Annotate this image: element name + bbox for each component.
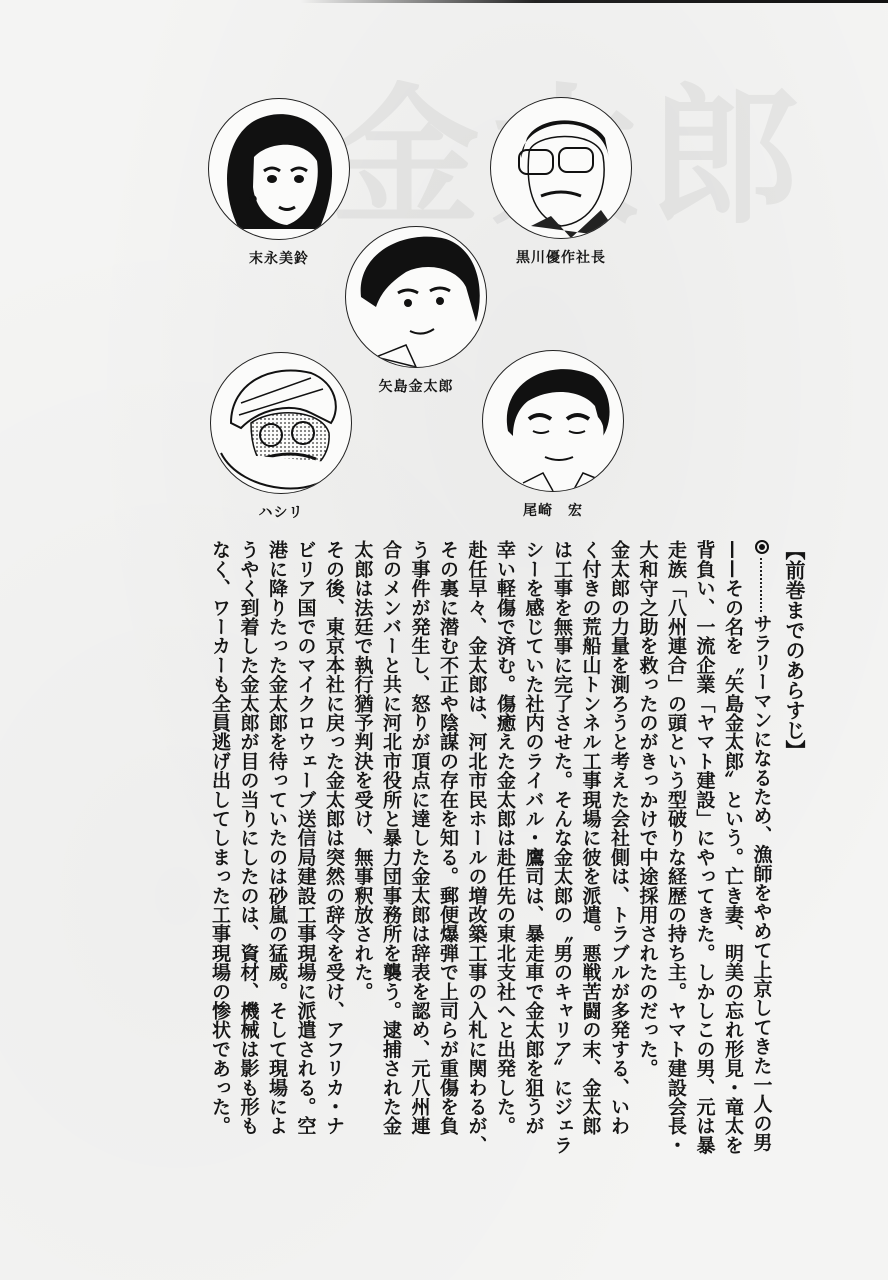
- character-portrait-suenaga-misuzu: [208, 98, 350, 268]
- synopsis-line: 太郎は法廷で執行猶予判決を受け、無事釈放された。: [351, 540, 374, 1001]
- synopsis-line: 合のメンバーと共に河北市役所と暴力団事務所を襲う。逮捕された金: [380, 540, 402, 1136]
- circle-bullet-icon: [755, 540, 769, 554]
- dotted-leader-line: [760, 558, 764, 612]
- character-portrait-yajima-kintaro: [345, 226, 487, 396]
- synopsis-line: シーを感じていた社内のライバル・鷹司は、暴走車で金太郎を狙うが: [522, 540, 545, 1136]
- synopsis-section: [206, 540, 809, 1240]
- synopsis-line: 大和守之助を救ったのがきっかけで中途採用されたのだった。: [636, 540, 659, 1078]
- woman-portrait-icon: [208, 98, 350, 240]
- synopsis-line: なく、ワーカーも全員逃げ出してしまった工事現場の惨状であった。: [209, 540, 231, 1136]
- turban-man-portrait-icon: [210, 352, 352, 494]
- synopsis-line: その後、東京本社に戻った金太郎は突然の辞令を受け、アフリカ・ナ: [323, 540, 345, 1136]
- synopsis-line: う事件が発生し、怒りが頂点に達した金太郎は辞表を認め、元八州連: [408, 540, 431, 1136]
- protagonist-portrait-icon: [345, 226, 487, 368]
- synopsis-line: く付きの荒船山トンネル工事現場に彼を派遣。悪戦苦闘の末、金太郎: [579, 540, 602, 1136]
- synopsis-first-line: [747, 540, 776, 1240]
- synopsis-line: ——その名を〝矢島金太郎〟という。亡き妻、明美の忘れ形見・竜太を: [722, 540, 744, 1155]
- synopsis-line: 走族「八州連合」の頭という型破りな経歴の持ち主。ヤマト建設会長・: [665, 540, 687, 1155]
- character-name-label: 矢島金太郎: [378, 379, 454, 395]
- synopsis-line: サラリーマンになるため、漁師をやめて上京してきた一人の男: [750, 614, 773, 1152]
- synopsis-line: 港に降りたった金太郎を待っていたのは砂嵐の猛威。そして現場によ: [266, 540, 288, 1136]
- synopsis-line: 赴任早々、金太郎は、河北市民ホールの増改築工事の入札に関わるが、: [465, 540, 488, 1155]
- character-portrait-kurokawa-yusaku: [490, 97, 632, 267]
- character-portrait-hashiri: [210, 352, 352, 522]
- synopsis-line: は工事を無事に完了させた。そんな金太郎の〝男のキャリア〟にジェラ: [551, 540, 573, 1155]
- synopsis-heading: 【前巻までのあらすじ】: [782, 540, 806, 760]
- glasses-man-portrait-icon: [490, 97, 632, 239]
- smiling-man-portrait-icon: [482, 350, 624, 492]
- character-portrait-ozaki-hiroshi: [482, 350, 624, 520]
- synopsis-line: うやく到着した金太郎が目の当りにしたのは、資材、機械は影も形も: [237, 540, 260, 1136]
- scan-top-edge: [300, 0, 888, 3]
- character-name-label: ハシリ: [258, 505, 304, 521]
- synopsis-line: その裏に潜む不正や陰謀の存在を知る。郵便爆弾で上司らが重傷を負: [437, 540, 459, 1136]
- character-name-label: 末永美鈴: [249, 251, 309, 267]
- synopsis-line: 幸い軽傷で済む。傷癒えた金太郎は赴任先の東北支社へと出発した。: [494, 540, 516, 1136]
- synopsis-line: 背負い、一流企業「ヤマト建設」にやってきた。しかしこの男、元は暴: [693, 540, 716, 1155]
- character-name-label: 黒川優作社長: [516, 250, 606, 266]
- synopsis-line: ビリア国でのマイクロウェーブ送信局建設工事現場に派遣される。空: [294, 540, 317, 1136]
- character-name-label: 尾崎 宏: [523, 503, 583, 519]
- synopsis-line: 金太郎の力量を測ろうと考えた会社側は、トラブルが多発する、いわ: [608, 540, 630, 1136]
